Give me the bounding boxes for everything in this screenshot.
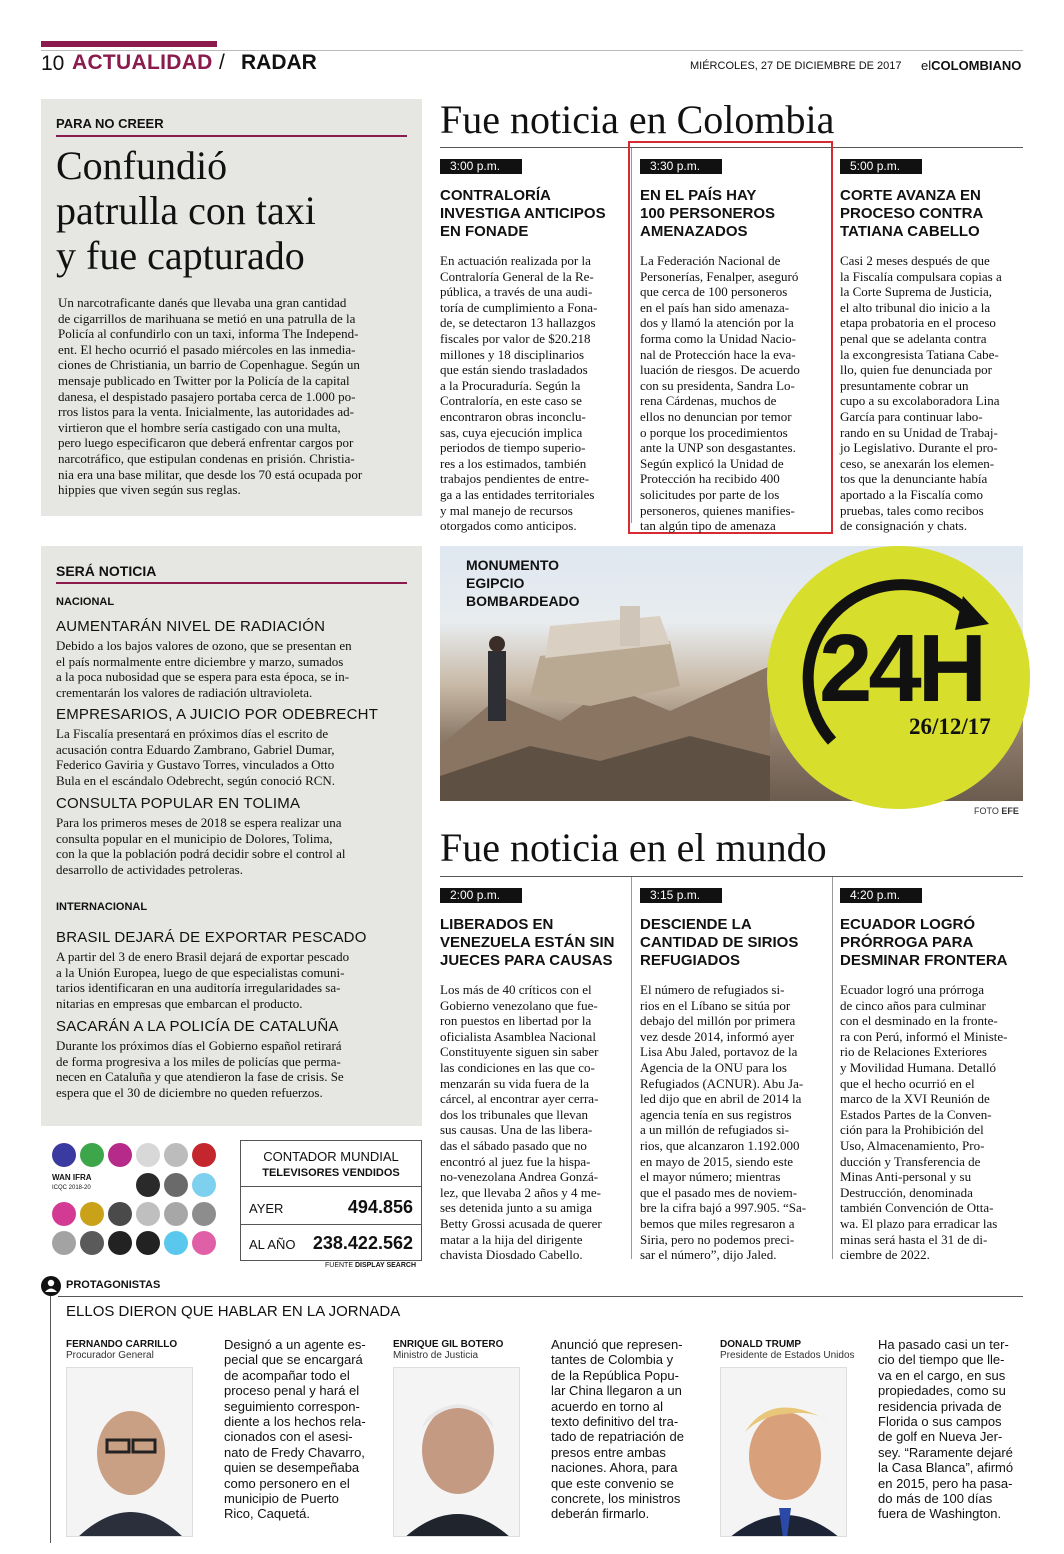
- box-rule: [56, 582, 407, 584]
- story-headline: DESCIENDE LA CANTIDAD DE SIRIOS REFUGIADOS: [640, 916, 799, 969]
- column-divider: [631, 877, 632, 1259]
- section-separator: /: [219, 51, 225, 74]
- contador-row-value: 494.856: [347, 1197, 413, 1217]
- protagonist-body: Ha pasado casi un ter- cio del tiempo que lle- va en el cargo, en sus propiedades, como su residencia privada de Florida o sus campos de golf en Nueva Jer- sey. “Raramente dejaré la Casa Blanca”, afirmó en 2015, pero ha pasa- do más de 100 días fuera de Washington.: [878, 1337, 1014, 1522]
- contador-row-value: 238.422.562: [312, 1233, 413, 1253]
- time-badge: 3:00 p.m.: [440, 159, 522, 174]
- person-portrait: [721, 1368, 847, 1537]
- colombia-story-2: [640, 159, 826, 534]
- story-body: Los más de 40 críticos con el Gobierno venezolano que fue- ron puestos en libertad por la oficialista Asamblea Nacional Constituyente siguen sin saber las condiciones en las que co- menzarán su vida fuera de la cárcel, al encontrar ayer cerra- dos los tribunales que llevan sus causas. Una de las libera- das el sábado pasado que no encontró al juez fue la hispa- no-venezolana Andrea Gonzá- lez, que llevaba 2 años y 4 me- ses detenida junto a su amiga Betty Grossi acusada de querer matar a la hija del dirigente chavista Diosdado Cabello.: [440, 982, 602, 1263]
- contador-rule: [241, 1224, 421, 1225]
- color-swatch: [80, 1231, 104, 1255]
- color-swatch: [164, 1173, 188, 1197]
- column-divider: [832, 877, 833, 1259]
- color-swatch: [108, 1202, 132, 1226]
- 24h-badge: [767, 546, 1030, 809]
- para-no-creer-box: [41, 99, 422, 516]
- color-swatch: [192, 1231, 216, 1255]
- color-swatch: [192, 1202, 216, 1226]
- contador-source: FUENTE DISPLAY SEARCH: [325, 1262, 417, 1269]
- person-portrait: [67, 1368, 193, 1537]
- headshot-photo: [393, 1367, 520, 1537]
- color-swatch: [52, 1231, 76, 1255]
- color-swatch: [52, 1143, 76, 1167]
- icqc-label: ICQC 2018-20: [52, 1185, 91, 1191]
- photo-credit: FOTO EFE: [974, 806, 1019, 816]
- para-no-creer-label: PARA NO CREER: [56, 116, 164, 131]
- sera-noticia-box: [41, 546, 422, 1126]
- headshot-photo: [66, 1367, 193, 1537]
- 24h-text: 24H: [819, 615, 984, 722]
- time-badge: 3:15 p.m.: [640, 888, 722, 903]
- color-swatch: [192, 1143, 216, 1167]
- person-portrait: [394, 1368, 520, 1537]
- sera-noticia-item: AUMENTARÁN NIVEL DE RADIACIÓN Debido a los bajos valores de ozono, que se presentan en el país normalmente entre diciembre y marzo, sumados a la poca nubosidad que se espera para esta época, se in- crementarán los valores de radiación ultravioleta.: [56, 618, 352, 700]
- color-swatch: [52, 1202, 76, 1226]
- time-badge: 2:00 p.m.: [440, 888, 522, 903]
- contador-subtitle: TELEVISORES VENDIDOS: [262, 1167, 400, 1179]
- subsection-name: RADAR: [241, 51, 317, 74]
- protagonistas-vrule: [50, 1296, 51, 1543]
- story-headline: CORTE AVANZA EN PROCESO CONTRA TATIANA CABELLO: [840, 187, 984, 240]
- color-swatch: [136, 1231, 160, 1255]
- protagonist-body: Designó a un agente es- pecial que se encargará de acompañar todo el proceso penal y hará el seguimiento correspon- diente a los hechos rela- cionados con el asesi- nato de Fredy Chavarro, quien se desempeñaba como personero en el municipio de Puerto Rico, Caquetá.: [224, 1337, 366, 1522]
- nacional-label: NACIONAL: [56, 596, 115, 608]
- person-icon: [41, 1276, 61, 1296]
- mundo-title: Fue noticia en el mundo: [440, 825, 827, 870]
- photo-caption: MONUMENTO EGIPCIO BOMBARDEADO: [466, 557, 580, 609]
- mundo-story-1: [440, 888, 626, 1263]
- mundo-story-3: [840, 888, 1024, 1263]
- 24h-date: 26/12/17: [909, 714, 991, 739]
- headshot-photo: [720, 1367, 847, 1537]
- color-swatch: [136, 1202, 160, 1226]
- section-name: ACTUALIDAD: [72, 51, 213, 74]
- color-swatch: [164, 1231, 188, 1255]
- story-headline: EN EL PAÍS HAY 100 PERSONEROS AMENAZADOS: [640, 187, 776, 240]
- color-swatch: [80, 1202, 104, 1226]
- color-swatch: [108, 1231, 132, 1255]
- time-badge: 5:00 p.m.: [840, 159, 922, 174]
- contador-mundial: [240, 1140, 422, 1261]
- time-badge: 3:30 p.m.: [640, 159, 722, 174]
- story-headline: ECUADOR LOGRÓ PRÓRROGA PARA DESMINAR FRONTERA: [840, 916, 1008, 969]
- colombia-story-3: [840, 159, 1024, 534]
- contador-row-label: AYER: [249, 1201, 284, 1216]
- colombia-story-1: [440, 159, 626, 534]
- color-swatch: [192, 1173, 216, 1197]
- section-color-bar: [41, 41, 217, 47]
- print-color-bar: [50, 1143, 225, 1258]
- contador-title: CONTADOR MUNDIAL: [263, 1149, 399, 1164]
- sera-noticia-item: SACARÁN A LA POLICÍA DE CATALUÑA Durante los próximos días el Gobierno español retirará de forma progresiva a los miles de policías que perma- necen en Cataluña y que atendieron la fase de crisis. Se espera que el 30 de diciembre no queden refuerzos.: [56, 1018, 344, 1100]
- mundo-rule: [440, 876, 1023, 877]
- sera-noticia-label: SERÁ NOTICIA: [56, 563, 157, 579]
- person-glyph: [41, 1276, 61, 1296]
- story-headline: LIBERADOS EN VENEZUELA ESTÁN SIN JUECES PARA CAUSAS: [440, 916, 615, 969]
- story-body: La Federación Nacional de Personerías, Fenalper, aseguró que cerca de 100 personeros en el país han sido amenaza- dos y llamó la atención por la forma como la Unidad Nacio- nal de Protección hace la eva- luación de riesgos. De acuerdo con su presidenta, Sandra Lo- rena Cárdenas, muchos de ellos no denuncian por temor o porque los procedimientos ante la UNP son desgastantes. Según explicó la Unidad de Protección ha recibido 400 solicitudes por parte de los personeros, quienes manifies- tan algún tipo de amenaza: [640, 253, 800, 534]
- mundo-story-2: [640, 888, 826, 1263]
- colombia-title: Fue noticia en Colombia: [440, 97, 835, 142]
- color-swatch: [164, 1202, 188, 1226]
- protagonist-card: ENRIQUE GIL BOTERO Ministro de Justicia Anunció que represen- tantes de Colombia y de la República Popu- lar China llegaron a un acuerdo en torno al texto definitivo del tra- tado de repatriación de presos entre ambas naciones. Ahora, para que este convenio se concrete, los ministros deberán firmarlo.: [393, 1339, 703, 1544]
- para-no-creer-body: Un narcotraficante danés que llevaba una gran cantidad de cigarrillos de marihuana se metió en una patrulla de la Policía al confundirlo con un taxi, informa The Independ- ent. El hecho ocurrió el pasado miércoles en las inmedia- ciones de Christiania, un barrio de Copenhague. Según un mensaje publicado en Twitter por la Policía de la capital danesa, el despistado pasajero portaba cerca de 1.000 po- rros listos para la venta. Inicialmente, las autoridades ad- virtieron que el hombre sería castigado con una multa, pero luego especificaron que deberá enfrentar cargos por narcotráfico, que estipulan condenas en prisión. Christia- nia era una base militar, que desde los 70 está ocupada por hippies que viven según sus reglas.: [58, 295, 363, 498]
- issue-date: MIÉRCOLES, 27 DE DICIEMBRE DE 2017: [690, 60, 902, 72]
- color-swatch: [136, 1173, 160, 1197]
- story-body: En actuación realizada por la Contraloría General de la Re- pública, a través de una audi- toría de cumplimiento a Fona- de, se detectaron 13 hallazgos fiscales por valor de $20.218 millones y 18 disciplinarios que están siendo trasladados a la Procuraduría. Según la Contraloría, en este caso se encontraron obras inconclu- sas, cuya ejecución implica periodos de tiempo superio- res a los estimados, también trabajos pendientes de entre- ga a las entidades territoriales y mal manejo de recursos otorgados como anticipos.: [440, 253, 598, 534]
- color-swatch: [136, 1143, 160, 1167]
- time-badge: 4:20 p.m.: [840, 888, 922, 903]
- para-no-creer-headline: Confundió patrulla con taxi y fue capturado: [56, 143, 316, 278]
- sera-noticia-item: BRASIL DEJARÁ DE EXPORTAR PESCADO A partir del 3 de enero Brasil dejará de exportar pescado a la Unión Europea, luego de que especialistas comuni- tarios identificaran en una auditoría irregularidades sa- nitarias en empresas que embarcan el producto.: [56, 929, 367, 1011]
- contador-row-label: AL AÑO: [249, 1237, 296, 1252]
- protagonist-card: DONALD TRUMP Presidente de Estados Unidos Ha pasado casi un ter- cio del tiempo que lle- va en el cargo, en sus propiedades, como su residencia privada de Florida o sus campos de golf en Nueva Jer- sey. “Raramente dejaré la Casa Blanca”, afirmó en 2015, pero ha pasa- do más de 100 días fuera de Washington.: [720, 1339, 1025, 1544]
- protagonist-card: FERNANDO CARRILLO Procurador General Designó a un agente es- pecial que se encargará de acompañar todo el proceso penal y hará el seguimiento correspon- diente a los hechos rela- cionados con el asesi- nato de Fredy Chavarro, quien se desempeñaba como personero en el municipio de Puerto Rico, Caquetá.: [66, 1339, 376, 1544]
- color-swatch: [108, 1143, 132, 1167]
- protagonistas-subtitle: ELLOS DIERON QUE HABLAR EN LA JORNADA: [66, 1303, 401, 1320]
- protagonistas-label: PROTAGONISTAS: [66, 1279, 161, 1291]
- color-swatch: [164, 1143, 188, 1167]
- box-rule: [56, 135, 407, 137]
- story-headline: CONTRALORÍA INVESTIGA ANTICIPOS EN FONADE: [440, 187, 606, 240]
- internacional-label: INTERNACIONAL: [56, 901, 148, 913]
- newspaper-brand: elCOLOMBIANO: [921, 58, 1022, 73]
- page-number: 10: [41, 52, 65, 75]
- story-body: Ecuador logró una prórroga de cinco años para culminar con el desminado en la fronte- ra con Perú, informó el Ministe- rio de Relaciones Exteriores y Movilidad Humana. Detalló que el hecho ocurrió en el marco de la XVI Reunión de Estados Partes de la Conven- ción para la Prohibición del Uso, Almacenamiento, Pro- ducción y Transferencia de Minas Anti-personal y su Destrucción, denominada también Convención de Otta- wa. El plazo para erradicar las minas será hasta el 31 de di- ciembre de 2022.: [840, 982, 1008, 1263]
- color-swatch: [80, 1143, 104, 1167]
- protagonistas-rule: [58, 1296, 1023, 1297]
- story-body: Casi 2 meses después de que la Fiscalía compulsara copias a la Corte Suprema de Justicia, el alto tribunal dio inicio a la etapa probatoria en el proceso penal que se adelanta contra la excongresista Tatiana Cabe- llo, quien fue denunciada por presuntamente cobrar un cupo a su excolaboradora Lina García para continuar labo- rando en su Unidad de Trabaj- jo Legislativo. Durante el pro- ceso, se anexarán los elemen- tos que la denunciante había aportado a la Fiscalía como pruebas, tales como recibos de consignación y chats.: [840, 253, 1002, 534]
- wan-ifra-logo: WAN IFRA: [52, 1173, 92, 1182]
- sera-noticia-item: CONSULTA POPULAR EN TOLIMA Para los primeros meses de 2018 se espera realizar una consulta popular en el municipio de Dolores, Tolima, con la que la población podrá decidir sobre el control al desarrollo de actividades petroleras.: [56, 795, 346, 877]
- sera-noticia-item: EMPRESARIOS, A JUICIO POR ODEBRECHT La Fiscalía presentará en próximos días el escrito de acusación contra Eduardo Zambrano, Gabriel Dumar, Federico Gaviria y Gustavo Torres, vinculados a Otto Bula en el escándalo Odebrecht, según conoció RCN.: [56, 706, 379, 788]
- story-body: El número de refugiados si- rios en el Líbano se sitúa por debajo del millón por primera vez desde 2014, informó ayer Lisa Abu Jaled, portavoz de la Agencia de la ONU para los Refugiados (ACNUR). Abu Ja- led dijo que en abril de 2014 la agencia tenía en sus registros a un millón de refugiados si- rios, que alcanzaron 1.192.000 en mayo de 2015, siendo este el mayor número; mientras que el pasado mes de noviem- bre la cifra bajó a 997.905. “Sa- bemos que miles regresaron a Siria, pero no podemos preci- sar el número”, dijo Jaled.: [640, 982, 807, 1263]
- contador-rule: [241, 1186, 421, 1187]
- protagonist-body: Anunció que represen- tantes de Colombia y de la República Popu- lar China llegaron a un acuerdo en torno al texto definitivo del tra- tado de repatriación de presos entre ambas naciones. Ahora, para que este convenio se concrete, los ministros deberán firmarlo.: [551, 1337, 684, 1522]
